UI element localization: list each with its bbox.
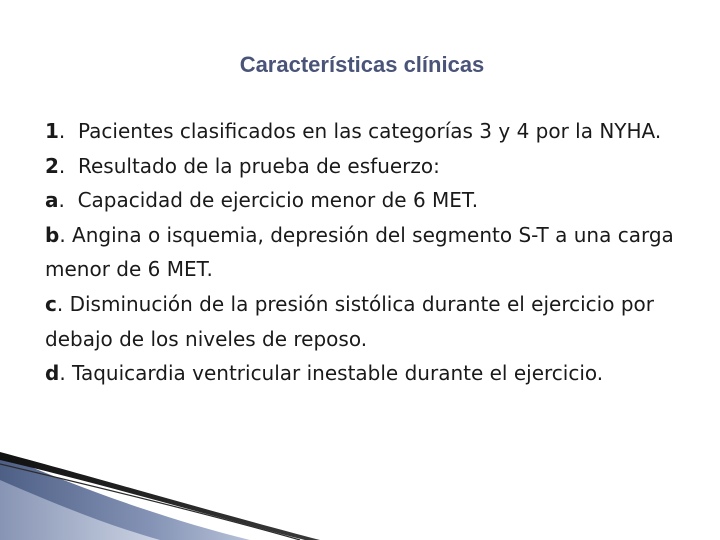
- item-marker: d: [45, 361, 60, 386]
- list-item: [45, 287, 705, 356]
- item-separator: .: [58, 153, 78, 178]
- item-marker: c: [45, 291, 57, 316]
- slide-title: Características clínicas: [239, 52, 485, 77]
- item-text: Resultado de la prueba de esfuerzo:: [78, 153, 440, 178]
- slide-content: [45, 114, 705, 391]
- item-marker: 2: [45, 153, 59, 178]
- item-separator: .: [58, 119, 78, 143]
- item-separator: .: [58, 188, 78, 213]
- list-item: [45, 183, 705, 218]
- item-text: Capacidad de ejercicio menor de 6 MET.: [77, 188, 479, 213]
- list-item: [45, 149, 705, 184]
- item-separator: .: [59, 222, 73, 247]
- item-text: Angina o isquemia, depresión del segmento S-T a una carga menor de 6 MET.: [45, 222, 674, 282]
- item-text: Taquicardia ventricular inestable durante el ejercicio.: [72, 361, 604, 386]
- item-text: Disminución de la presión sistólica durante el ejercicio por debajo de los niveles de reposo.: [45, 291, 654, 351]
- item-marker: 1: [45, 119, 59, 143]
- item-separator: .: [59, 361, 73, 386]
- decorative-swoosh: [0, 440, 720, 540]
- list-item: [45, 218, 705, 287]
- item-text: Pacientes clasificados en las categorías 3 y 4 por la NYHA.: [78, 119, 662, 143]
- item-marker: a: [45, 188, 59, 213]
- list-item: [45, 114, 705, 149]
- item-marker: b: [45, 222, 60, 247]
- item-separator: .: [56, 291, 70, 316]
- list-item: [45, 356, 705, 391]
